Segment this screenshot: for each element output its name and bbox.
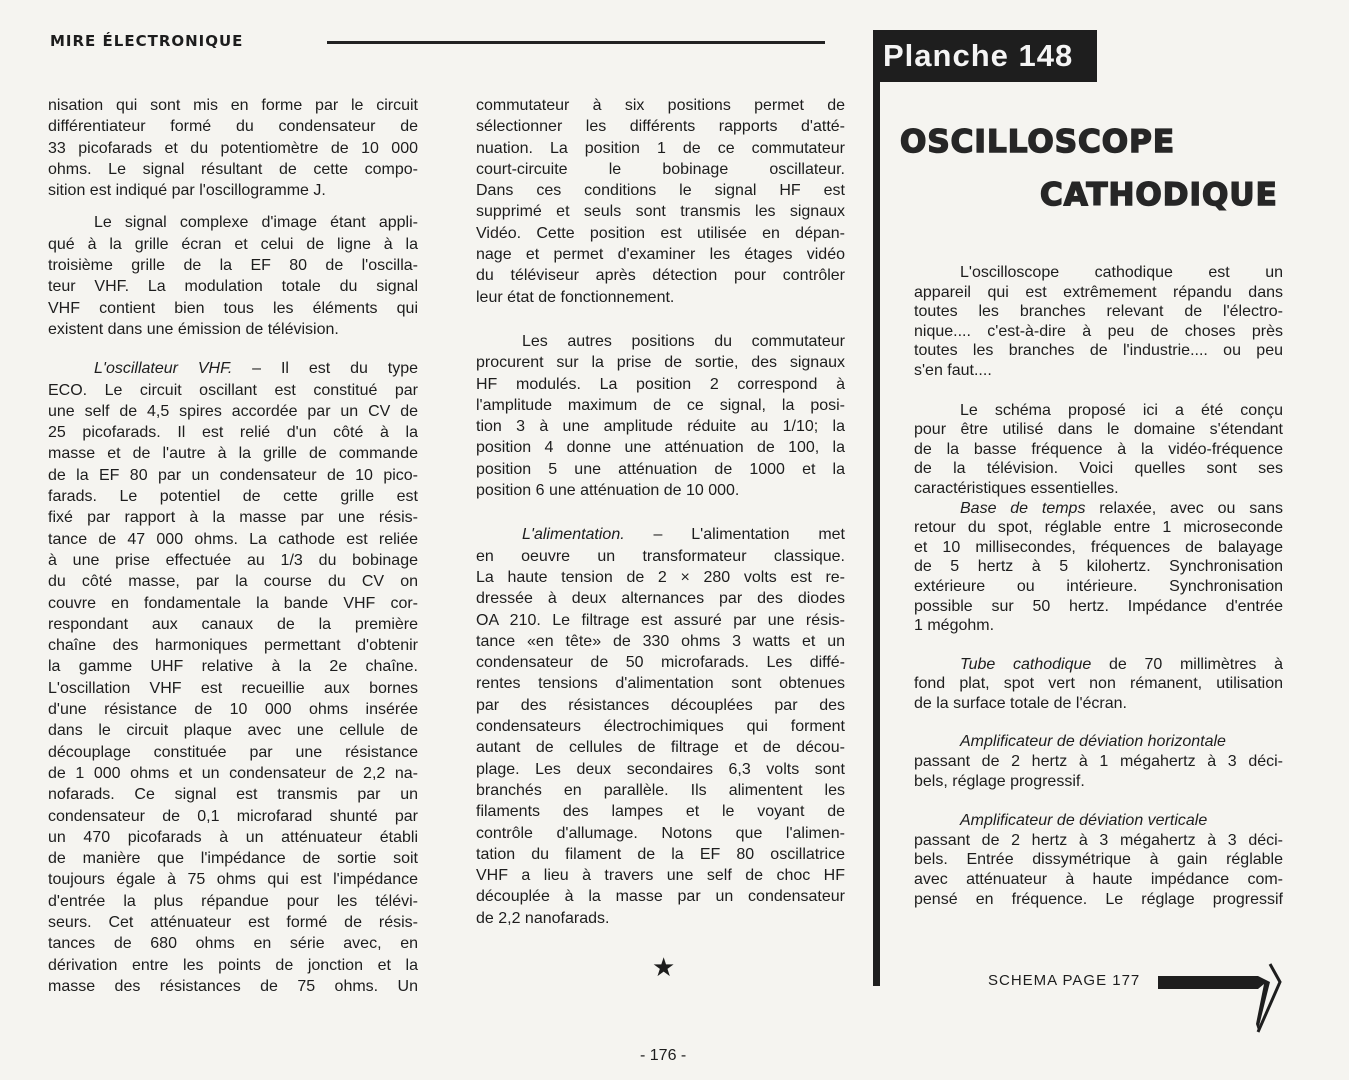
paragraph — [48, 95, 418, 201]
text-line: passant de 2 hertz à 3 mégahertz à 3 déci- — [914, 831, 1283, 849]
text-line: sélectionner les différents rapports d'atté- — [476, 118, 845, 136]
text-line: condensateur de 0,1 microfarad shunté par — [48, 807, 418, 825]
page-number: - 176 - — [640, 1047, 687, 1064]
text-line: nofarads. Ce signal est transmis par un — [48, 786, 418, 804]
middle-column — [476, 95, 845, 929]
text-line: couvre en fondamentale la bande VHF cor- — [48, 594, 418, 612]
text-line: autant de cellules de filtrage et de décou- — [476, 739, 845, 757]
paragraph — [914, 732, 1283, 791]
text-line: de 70 millimètres à — [1091, 655, 1284, 673]
text-line: respondant aux canaux de la première — [48, 615, 418, 633]
text-line: – L'alimentation met — [624, 526, 845, 544]
text-line: dérivation entre les points de jonction et la — [48, 956, 418, 974]
text-line: filaments des lampes et le voyant de — [476, 803, 845, 821]
text-line: 33 picofarads et du potentiomètre de 10 000 — [48, 139, 418, 157]
text-line: appareil qui est extrêmement répandu dans — [914, 283, 1283, 301]
paragraph — [914, 499, 1283, 636]
text-line: toujours égale à 75 ohms qui est l'impédance — [48, 871, 418, 889]
star-icon: ★ — [652, 952, 676, 982]
text-line: tation du filament de la EF 80 oscillatrice — [476, 845, 845, 863]
text-line-with-lead — [914, 811, 1283, 831]
text-line: ohms. Le signal résultant de cette compo- — [48, 160, 418, 178]
text-line-with-lead — [914, 655, 1283, 675]
text-line: VHF contient bien tous les éléments qui — [48, 299, 418, 317]
text-line: d'une résistance de 10 000 ohms insérée — [48, 701, 418, 719]
text-line: découplée à la masse par un condensateur — [476, 888, 845, 906]
text-line: Le signal complexe d'image étant appli- — [94, 214, 418, 232]
plate-vertical-bar — [873, 30, 880, 986]
text-line: nage et permet d'examiner les étages vidéo — [476, 246, 845, 264]
text-line: à une prise effectuée au 1/3 du bobinage — [48, 551, 418, 569]
text-line: bels. Entrée dissymétrique à gain réglable — [914, 851, 1283, 869]
text-line: du téléviseur après détection pour contrôler — [476, 267, 845, 285]
text-line: condensateurs électrochimiques qui forment — [476, 718, 845, 736]
text-line: retour du spot, réglable entre 1 microseconde — [914, 519, 1283, 537]
article-title-line1: OSCILLOSCOPE — [900, 124, 1176, 160]
text-line: de la basse fréquence à la vidéo-fréquence — [914, 440, 1283, 458]
text-line: existent dans une émission de télévision. — [48, 320, 339, 338]
text-line: de 2,2 nanofarads. — [476, 909, 610, 927]
text-line: avec atténuateur à haute impédance com- — [914, 871, 1283, 889]
text-line: branchés en parallèle. Ils alimentent les — [476, 781, 845, 799]
text-line: et 10 millisecondes, fréquences de balayage — [914, 538, 1283, 556]
text-line: bels, réglage progressif. — [914, 772, 1085, 790]
paragraph — [914, 263, 1283, 381]
paragraph-lead: L'oscillateur VHF. — [94, 360, 233, 378]
paragraph — [914, 401, 1283, 499]
text-line: nisation qui sont mis en forme par le circuit — [48, 97, 418, 114]
text-line: l'amplitude maximum de ce signal, la posi- — [476, 396, 845, 414]
text-line: nuation. La position 1 de ce commutateur — [476, 139, 845, 157]
text-line: passant de 2 hertz à 1 mégahertz à 3 déci- — [914, 753, 1283, 771]
text-line: extérieure ou intérieure. Synchronisation — [914, 577, 1283, 595]
text-line: chaîne des harmoniques permettant d'obtenir — [48, 637, 418, 655]
left-column — [48, 95, 418, 997]
arrow-right-icon — [1158, 960, 1283, 1040]
text-line: de la télévision. Voici quelles sont ses — [914, 460, 1283, 478]
text-line: condensateur de 50 microfarads. Les diffé- — [476, 654, 845, 672]
text-line: en oeuvre un transformateur classique. — [476, 547, 845, 565]
text-line-with-lead — [476, 524, 845, 545]
article-title-line2: CATHODIQUE — [1040, 177, 1278, 213]
text-line: nique.... c'est-à-dire à peu de choses près — [914, 322, 1283, 340]
paragraph-lead: Amplificateur de déviation verticale — [960, 812, 1208, 830]
text-line: possible sur 50 hertz. Impédance d'entrée — [914, 597, 1283, 615]
text-line: – Il est du type — [232, 360, 418, 378]
text-line: rentes tensions d'alimentation sont obtenues — [476, 675, 845, 693]
paragraph — [476, 331, 845, 501]
text-line: une self de 4,5 spires accordée par un CV de — [48, 402, 418, 420]
text-line: troisième grille de la EF 80 de l'oscilla- — [48, 257, 418, 275]
text-line: qué à la grille écran et celui de ligne à la — [48, 235, 418, 253]
text-line-with-lead — [48, 358, 418, 379]
text-line: tion 3 à une amplitude réduite au 1/10; la — [476, 418, 845, 436]
text-line: 25 picofarads. Il est relié d'un côté à la — [48, 424, 418, 442]
text-line: par des résistances découplées par des — [476, 696, 845, 714]
paragraph — [914, 811, 1283, 909]
text-line: d'entrée la plus répandue pour les télévi- — [48, 892, 418, 910]
text-line: L'oscilloscope cathodique est un — [960, 264, 1283, 281]
text-line: masse et de l'autre à la grille de commande — [48, 445, 418, 463]
text-line: un 470 picofarads à un atténuateur établi — [48, 828, 418, 846]
plate-label: Planche 148 — [873, 30, 1097, 82]
section-header: MIRE ÉLECTRONIQUE — [50, 32, 244, 50]
paragraph-lead: L'alimentation. — [522, 526, 625, 544]
text-line: commutateur à six positions permet de — [476, 97, 845, 114]
text-line: de 1 000 ohms et un condensateur de 2,2 na- — [48, 764, 418, 782]
text-line: OA 210. Le filtrage est assuré par une résis- — [476, 611, 845, 629]
paragraph-lead: Amplificateur de déviation horizontale — [960, 733, 1226, 751]
text-line: VHF a lieu à travers une self de choc HF — [476, 867, 845, 885]
text-line: teur VHF. La modulation totale du signal — [48, 278, 418, 296]
text-line: sition est indiqué par l'oscillogramme J. — [48, 182, 326, 200]
paragraph — [48, 358, 418, 997]
text-line: position 6 une atténuation de 10 000. — [476, 482, 740, 500]
text-line: pour être utilisé dans le domaine s'étendant — [914, 421, 1283, 439]
text-line: Dans ces conditions le signal HF est — [476, 182, 845, 200]
text-line: de la EF 80 par un condensateur de 10 pico- — [48, 466, 418, 484]
paragraph — [476, 524, 845, 929]
text-line: de 5 hertz à 5 kilohertz. Synchronisation — [914, 558, 1283, 576]
paragraph-lead: Tube cathodique — [960, 655, 1092, 673]
text-line: fond plat, spot vert non rémanent, utilisation — [914, 675, 1283, 693]
text-line: la gamme UHF relative à la 2e chaîne. — [48, 658, 418, 676]
text-line: Vidéo. Cette position est utilisée en dépan- — [476, 224, 845, 242]
text-line-with-lead — [914, 499, 1283, 519]
header-rule — [327, 41, 825, 44]
text-line: tances de 680 ohms en série avec, en — [48, 935, 418, 953]
text-line: de la surface totale de l'écran. — [914, 694, 1127, 712]
text-line: 1 mégohm. — [914, 617, 995, 635]
text-line: caractéristiques essentielles. — [914, 479, 1119, 497]
text-line: tance «en tête» de 330 ohms 3 watts et un — [476, 632, 845, 650]
text-line: différentiateur formé du condensateur de — [48, 118, 418, 136]
text-line: position 4 donne une atténuation de 100, la — [476, 439, 845, 457]
text-line: Le schéma proposé ici a été conçu — [960, 401, 1283, 419]
text-line: masse des résistances de 75 ohms. Un — [48, 977, 418, 995]
text-line: dans le circuit plaque avec une cellule de — [48, 722, 418, 740]
text-line: HF modulés. La position 2 correspond à — [476, 375, 845, 393]
text-line: découplage constituée par une résistance — [48, 743, 418, 761]
text-line: toutes les branches de l'industrie.... ou peu — [914, 342, 1283, 360]
text-line: de manière que l'impédance de sortie soit — [48, 850, 418, 868]
text-line: plage. Les deux secondaires 6,3 volts sont — [476, 760, 845, 778]
text-line: procurent sur la prise de sortie, des signaux — [476, 354, 845, 372]
text-line: court-circuite le bobinage oscillateur. — [476, 160, 845, 178]
text-line: La haute tension de 2 × 280 volts est re- — [476, 568, 845, 586]
right-column — [914, 263, 1283, 909]
paragraph — [48, 212, 418, 340]
text-line: L'oscillation VHF est recueillie aux bornes — [48, 679, 418, 697]
text-line: toutes les branches relevant de l'électro- — [914, 303, 1283, 321]
text-line: s'en faut.... — [914, 361, 992, 379]
text-line: contrôle d'allumage. Notons que l'alimen- — [476, 824, 845, 842]
text-line: farads. Le potentiel de cette grille est — [48, 488, 418, 506]
text-line: dressée à deux alternances par des diodes — [476, 590, 845, 608]
paragraph-lead: Base de temps — [960, 499, 1086, 517]
paragraph — [476, 95, 845, 308]
text-line: leur état de fonctionnement. — [476, 288, 675, 306]
text-line-with-lead — [914, 732, 1283, 752]
text-line: tance de 47 000 ohms. La cathode est reliée — [48, 530, 418, 548]
text-line: du côté masse, par la course du CV on — [48, 573, 418, 591]
text-line: position 5 une atténuation de 1000 et la — [476, 460, 845, 478]
text-line: pensé en fréquence. Le réglage progressif — [914, 890, 1283, 908]
text-line: Les autres positions du commutateur — [522, 332, 845, 350]
text-line: relaxée, avec ou sans — [1085, 499, 1283, 517]
schema-page-reference: SCHEMA PAGE 177 — [988, 972, 1141, 989]
text-line: ECO. Le circuit oscillant est constitué par — [48, 381, 418, 399]
text-line: supprimé et seuls sont transmis les signaux — [476, 203, 845, 221]
paragraph — [914, 655, 1283, 714]
text-line: seurs. Cet atténuateur est formé de résis- — [48, 913, 418, 931]
text-line: fixé par rapport à la masse par une résis- — [48, 509, 418, 527]
